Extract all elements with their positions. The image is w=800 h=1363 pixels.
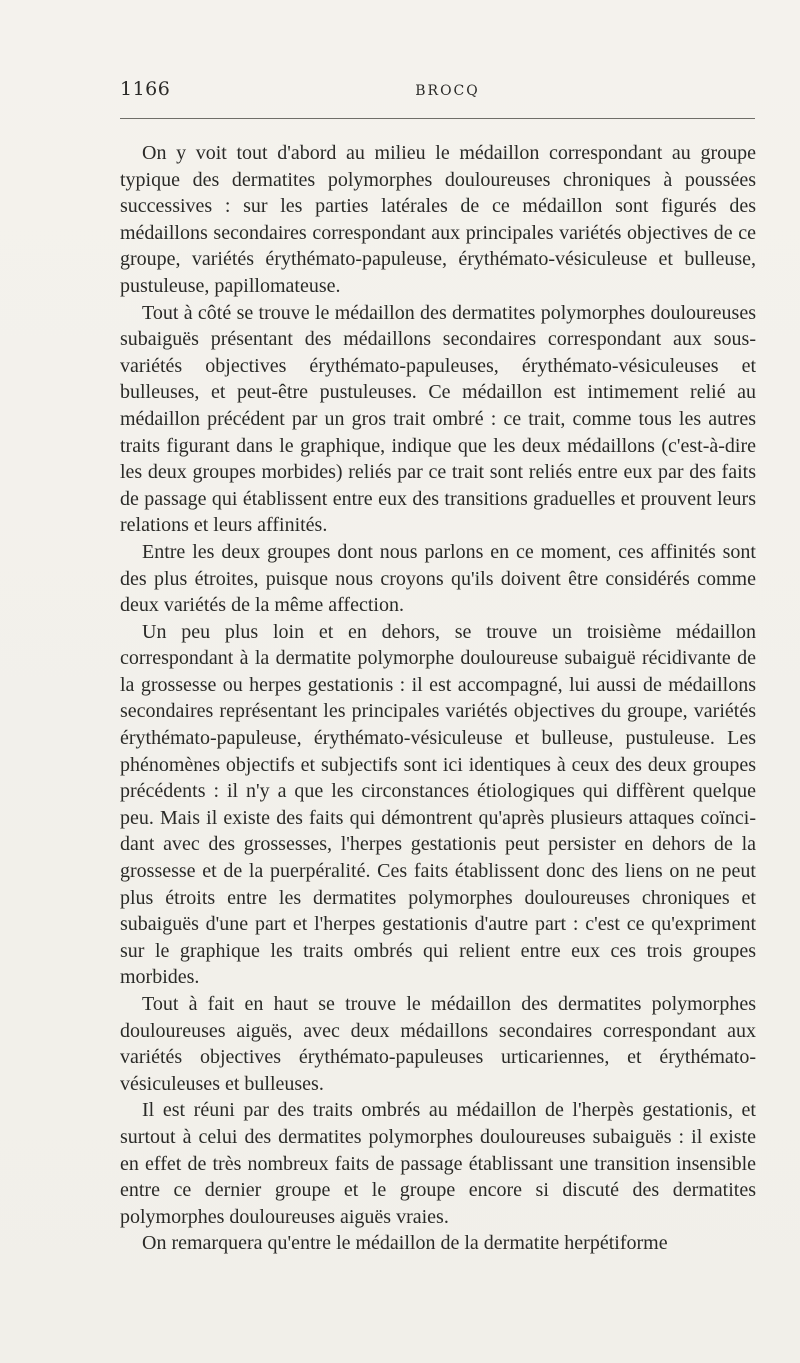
running-head-author: BROCQ [415,83,480,99]
paragraph: Il est réuni par des traits ombrés au médaillon de l'herpès gestationis, et surtout à celui des dermatites polymorphes douloureuses subaiguës : il existe en effet de très nombreux faits de passage établissant une transition insensible entre ce dernier groupe et le groupe encore si discuté des dermatites polymorphes douloureuses aiguës vraies. [120,1099,756,1228]
header-rule [120,118,755,119]
page-number: 1166 [120,78,171,100]
body-text [120,140,756,1257]
paragraph: Tout à côté se trouve le médaillon des dermatites polymorphes douloureuses subaiguës présentant des médaillons secondaires correspondant aux sous-variétés objectives érythémato-papuleuses, érythémato-vésiculeuses et bulleuses, et peut-être pustuleuses. Ce médaillon est intimement relié au médaillon précédent par un gros trait ombré : ce trait, comme tous les autres traits figurant dans le graphique, indique que les deux médaillons (c'est-à-dire les deux groupes morbides) reliés par ce trait sont reliés entre eux par des faits de passage qui établissent entre eux des transitions graduelles et prouvent leurs relations et leurs affinités. [120,301,756,537]
paragraph: Un peu plus loin et en dehors, se trouve un troisième médaillon correspondant à la dermatite polymorphe douloureuse subaiguë récidivante de la grossesse ou herpes gestationis : il est accompagné, lui aussi de médaillons secondaires représentant les principales variétés objectives du groupe, variétés érythémato-papuleuse, érythémato-vésiculeuse et bulleuse, pustuleuse. Les phénomènes objectifs et subjectifs sont ici identiques à ceux des deux groupes précédents : il n'y a que les circonstances étiologiques qui diffèrent quelque peu. Mais il existe des faits qui démontrent qu'après plusieurs attaques coïncidant avec des grossesses, l'herpes gestationis peut persister en dehors de la grossesse et de la puerpéralité. Ces faits établissent donc des liens on ne peut plus étroits entre les dermatites polymorphes douloureuses chroniques et subaiguës d'une part et l'herpes gestationis d'autre part : c'est ce qu'expriment sur le graphique les traits ombrés qui relient entre eux ces trois groupes morbides. [120,620,756,989]
paragraph: Tout à fait en haut se trouve le médaillon des dermatites polymorphes douloureuses aiguës, avec deux médaillons secondaires correspondant aux variétés objectives érythémato-papuleuses urticariennes, et érythémato-vésiculeuses et bulleuses. [120,993,756,1095]
running-head [120,78,755,104]
paragraph: Entre les deux groupes dont nous parlons en ce moment, ces affinités sont des plus étroites, puisque nous croyons qu'ils doivent être considérés comme deux variétés de la même affection. [120,540,756,617]
paragraph: On y voit tout d'abord au milieu le médaillon correspondant au groupe typique des dermatites polymorphes douloureuses chroniques à poussées successives : sur les parties latérales de ce médaillon sont figurés des médaillons secondaires correspondant aux principales variétés objectives de ce groupe, variétés érythémato-papuleuse, érythémato-vésiculeuse et bulleuse, pustuleuse, papillomateuse. [120,142,756,297]
paragraph: On remarquera qu'entre le médaillon de la dermatite herpétiforme [142,1232,668,1255]
